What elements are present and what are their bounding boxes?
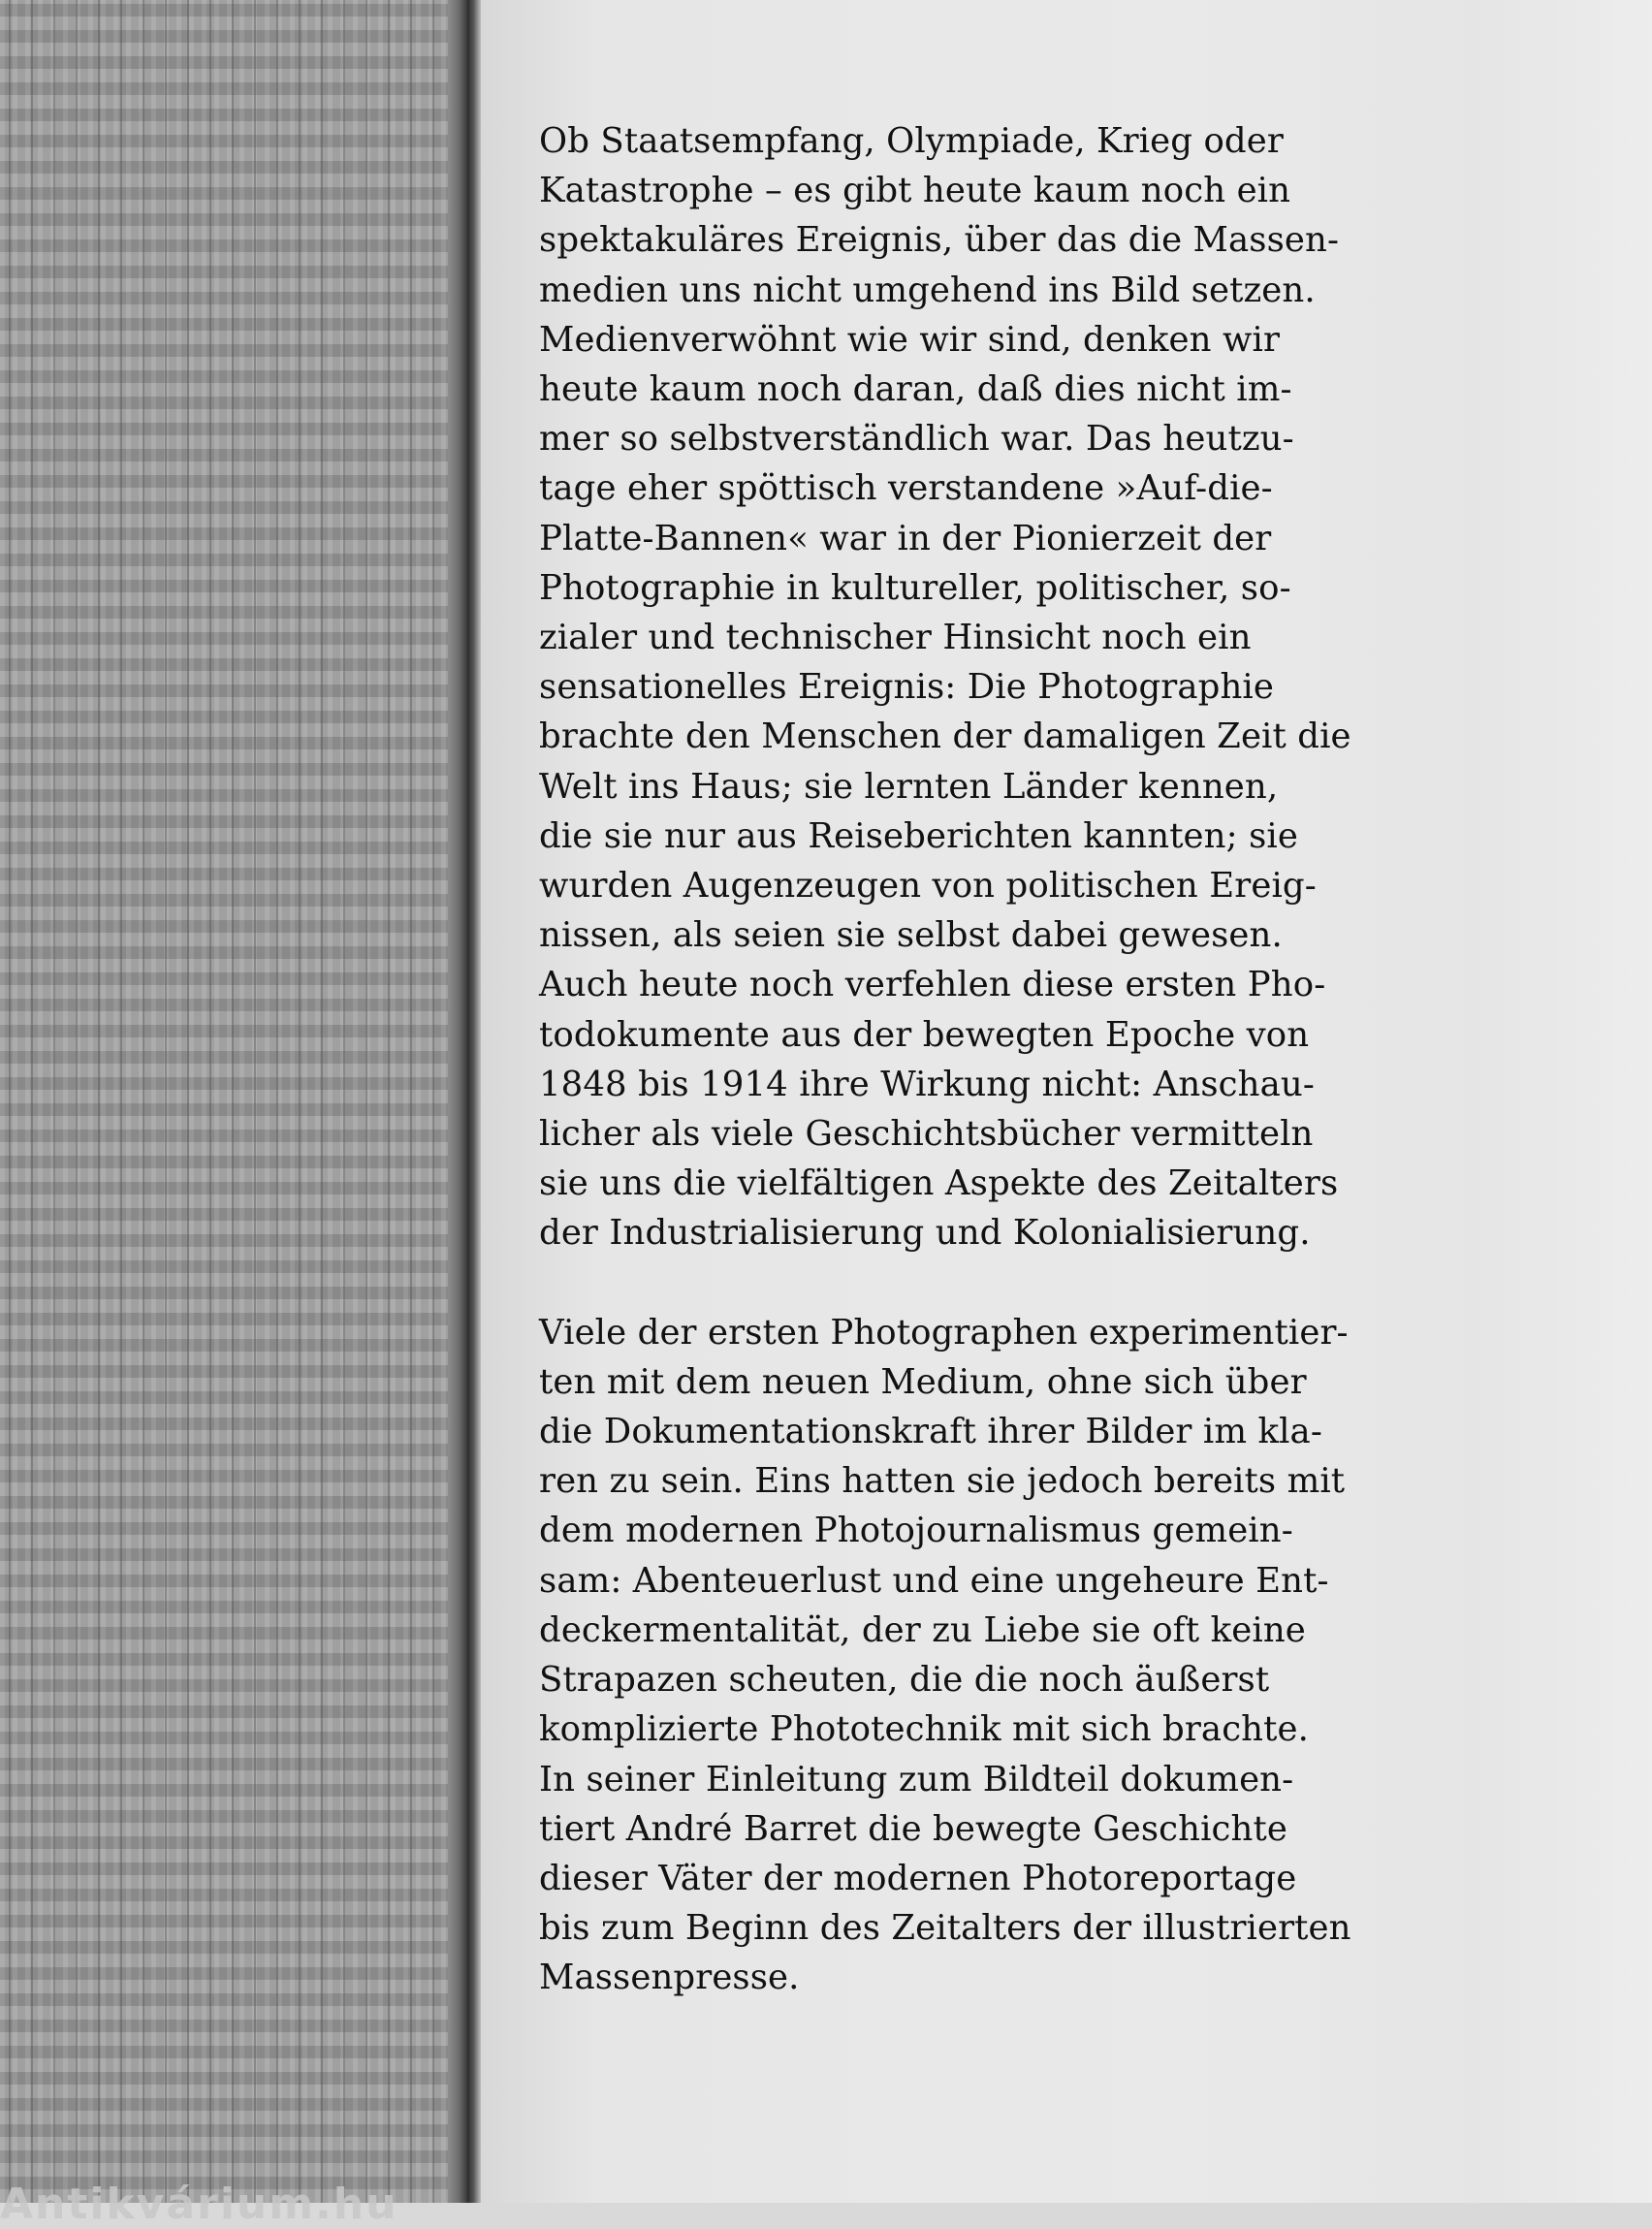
text-line: Massenpresse. bbox=[539, 1958, 800, 1998]
text-line: die Dokumentationskraft ihrer Bilder im kla- bbox=[539, 1412, 1322, 1452]
text-line: zialer und technischer Hinsicht noch ein bbox=[539, 618, 1252, 658]
text-line: komplizierte Phototechnik mit sich brachte. bbox=[539, 1709, 1310, 1750]
text-line: Katastrophe – es gibt heute kaum noch ein bbox=[539, 171, 1291, 211]
text-line: bis zum Beginn des Zeitalters der illustrierten bbox=[539, 1908, 1351, 1949]
text-line: der Industrialisierung und Kolonialisierung. bbox=[539, 1213, 1311, 1254]
text-line: nissen, als seien sie selbst dabei gewesen. bbox=[539, 915, 1283, 956]
page-right-edge bbox=[1474, 0, 1652, 2203]
text-line: sie uns die vielfältigen Aspekte des Zeitalters bbox=[539, 1163, 1339, 1204]
text-line: die sie nur aus Reiseberichten kannten; sie bbox=[539, 815, 1298, 856]
text-line: tage eher spöttisch verstandene »Auf-die- bbox=[539, 468, 1273, 509]
blurb-paragraph-1 bbox=[539, 116, 1351, 1258]
text-line: Auch heute noch verfehlen diese ersten Pho- bbox=[539, 965, 1326, 1005]
page-gutter-shadow bbox=[467, 0, 481, 2203]
text-line: In seiner Einleitung zum Bildteil dokumen- bbox=[539, 1759, 1294, 1799]
text-line: ren zu sein. Eins hatten sie jedoch bereits mit bbox=[539, 1461, 1346, 1502]
text-line: Welt ins Haus; sie lernten Länder kennen, bbox=[539, 766, 1279, 807]
text-line: Medienverwöhnt wie wir sind, denken wir bbox=[539, 319, 1281, 360]
text-line: sam: Abenteuerlust und eine ungeheure Ent- bbox=[539, 1560, 1329, 1601]
text-line: Ob Staatsempfang, Olympiade, Krieg oder bbox=[539, 121, 1284, 161]
text-line: wurden Augenzeugen von politischen Ereig- bbox=[539, 866, 1317, 907]
text-line: deckermentalität, der zu Liebe sie oft keine bbox=[539, 1609, 1306, 1650]
text-line: mer so selbstverständlich war. Das heutzu- bbox=[539, 419, 1294, 460]
text-line: sensationelles Ereignis: Die Photographie bbox=[539, 667, 1274, 708]
text-line: spektakuläres Ereignis, über das die Massen- bbox=[539, 220, 1340, 261]
text-line: heute kaum noch daran, daß dies nicht im- bbox=[539, 369, 1292, 410]
text-line: Strapazen scheuten, die die noch äußerst bbox=[539, 1660, 1270, 1701]
text-line: medien uns nicht umgehend ins Bild setzen. bbox=[539, 270, 1316, 310]
text-line: brachte den Menschen der damaligen Zeit die bbox=[539, 716, 1351, 757]
text-line: dieser Väter der modernen Photoreportage bbox=[539, 1858, 1297, 1898]
blurb-paragraph-2 bbox=[539, 1308, 1351, 2003]
text-line: ten mit dem neuen Medium, ohne sich über bbox=[539, 1361, 1307, 1402]
book-cover-board bbox=[0, 0, 467, 2203]
text-line: todokumente aus der bewegten Epoche von bbox=[539, 1014, 1310, 1055]
cover-edge bbox=[448, 0, 467, 2203]
text-line: 1848 bis 1914 ihre Wirkung nicht: Anschau- bbox=[539, 1064, 1315, 1104]
text-line: Viele der ersten Photographen experimentier- bbox=[539, 1312, 1349, 1353]
text-line: Photographie in kultureller, politischer, so- bbox=[539, 567, 1291, 608]
text-line: tiert André Barret die bewegte Geschichte bbox=[539, 1808, 1287, 1849]
text-line: licher als viele Geschichtsbücher vermitteln bbox=[539, 1114, 1314, 1155]
text-line: Platte-Bannen« war in der Pionierzeit der bbox=[539, 518, 1272, 558]
blurb-text bbox=[539, 116, 1351, 2003]
text-line: dem modernen Photojournalismus gemein- bbox=[539, 1511, 1293, 1551]
watermark-text: Antikvárium.hu bbox=[0, 2180, 398, 2229]
